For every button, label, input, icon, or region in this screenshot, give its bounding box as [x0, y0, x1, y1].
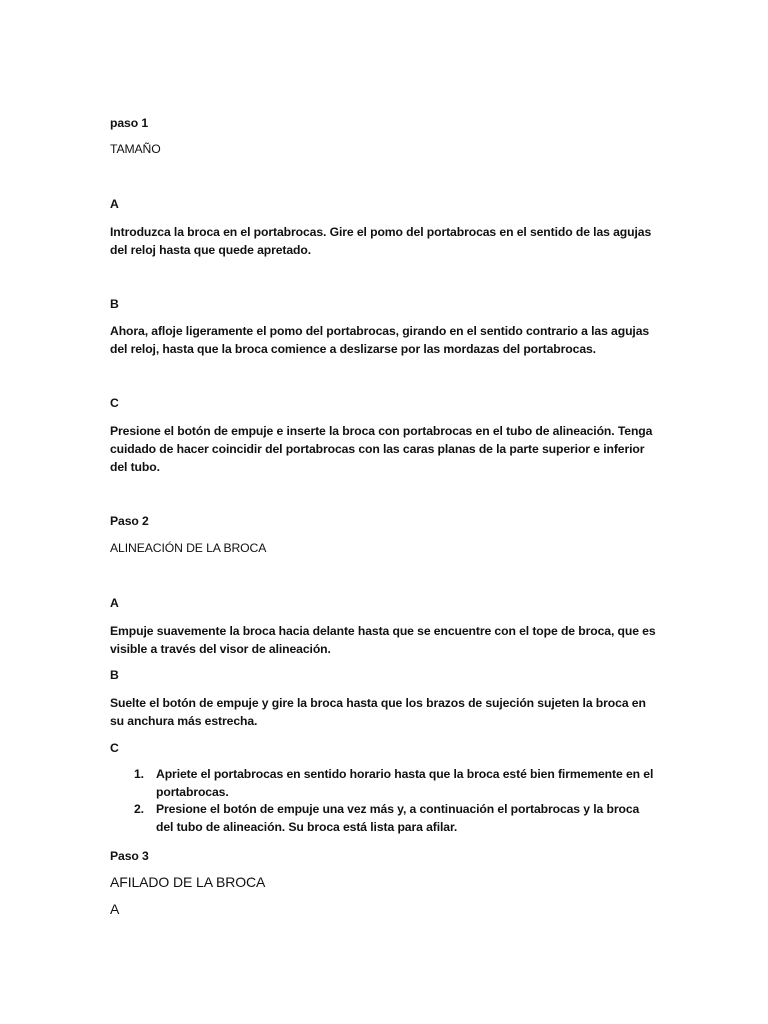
step-1-a-text: Introduzca la broca en el portabrocas. Gire el pomo del portabrocas en el sentido de las agujas del reloj hasta que quede apretado.	[110, 225, 652, 257]
step-1-a-letter: A	[110, 197, 119, 211]
step-2-c-list	[110, 766, 658, 836]
step-3-label: Paso 3	[110, 849, 149, 863]
list-item-text: Apriete el portabrocas en sentido horario hasta que la broca esté bien firmemente en el portabrocas.	[156, 767, 654, 799]
step-2-b-text: Suelte el botón de empuje y gire la broca hasta que los brazos de sujeción sujeten la broca en su anchura más estrecha.	[110, 696, 646, 728]
list-item-number: 2.	[134, 802, 144, 816]
step-2-b-letter: B	[110, 668, 119, 682]
step-2-a-text: Empuje suavemente la broca hacia delante hasta que se encuentre con el tope de broca, que es visible a través del visor de alineación.	[110, 624, 656, 656]
step-1-c-letter: C	[110, 396, 119, 410]
list-item	[110, 766, 658, 801]
list-item-text: Presione el botón de empuje una vez más y, a continuación el portabrocas y la broca del tubo de alineación. Su broca está lista para afilar.	[156, 802, 640, 834]
step-1-b-letter: B	[110, 297, 119, 311]
list-item	[110, 801, 658, 836]
step-1-b-text: Ahora, afloje ligeramente el pomo del portabrocas, girando en el sentido contrario a las agujas del reloj, hasta que la broca comience a deslizarse por las mordazas del portabrocas.	[110, 324, 650, 356]
step-3-title: AFILADO DE LA BROCA	[110, 874, 266, 890]
step-1-label: paso 1	[110, 116, 149, 130]
step-1-c-text: Presione el botón de empuje e inserte la broca con portabrocas en el tubo de alineación. Tenga cuidado de hacer coincidir del portabrocas con las caras planas de la parte superior e inferior del tubo.	[110, 424, 653, 474]
step-3-a-letter: A	[110, 901, 120, 917]
step-2-title: ALINEACIÓN DE LA BROCA	[110, 541, 267, 555]
step-2-c-letter: C	[110, 741, 119, 755]
step-2-label: Paso 2	[110, 514, 149, 528]
step-1-title: TAMAÑO	[110, 142, 161, 156]
list-item-number: 1.	[134, 767, 144, 781]
step-2-a-letter: A	[110, 596, 119, 610]
